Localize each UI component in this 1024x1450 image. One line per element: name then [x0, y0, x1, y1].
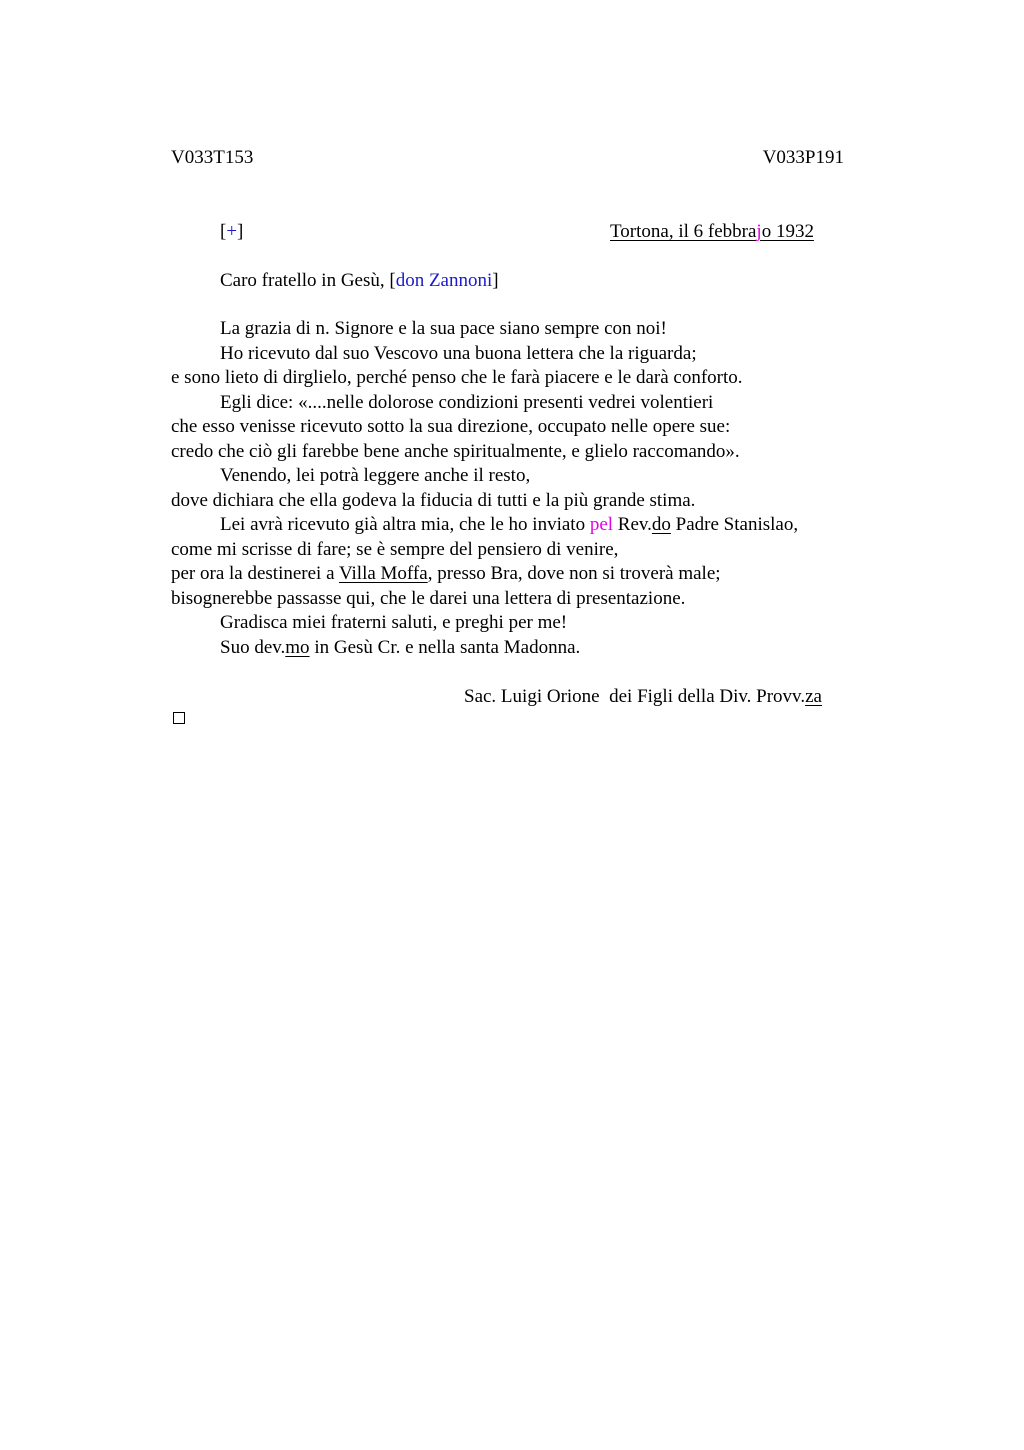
- body-line: Venendo, lei potrà leggere anche il resto,: [220, 465, 531, 486]
- abbreviation-suffix: mo: [285, 636, 310, 658]
- greeting-text: Caro fratello in Gesù, [: [220, 270, 396, 291]
- body-text: Suo dev.: [220, 636, 286, 658]
- end-marker-box: [173, 712, 185, 724]
- body-line: Ho ricevuto dal suo Vescovo una buona lettera che la riguarda;: [220, 342, 697, 364]
- body-text: , presso Bra, dove non si troverà male;: [427, 563, 721, 584]
- document-reference-code: V033T153: [171, 147, 254, 168]
- body-text: Rev.: [613, 514, 652, 535]
- body-line: bisognerebbe passasse qui, che le darei una lettera di presentazione.: [171, 587, 686, 609]
- body-line: credo che ciò gli farebbe bene anche spiritualmente, e glielo raccomando».: [171, 440, 740, 462]
- body-text: Padre Stanislao,: [670, 514, 799, 535]
- body-text: in Gesù Cr. e nella santa Madonna.: [309, 636, 581, 658]
- body-text: Lei avrà ricevuto già altra mia, che le ho inviato: [220, 514, 590, 535]
- cross-symbol: +: [226, 221, 238, 242]
- letter-body: [171, 317, 798, 660]
- place-name: Villa Moffa: [338, 563, 428, 584]
- bracket-open: [: [220, 221, 227, 242]
- greeting-bracket-close: ]: [492, 270, 499, 291]
- body-line: e sono lieto di dirglielo, perché penso che le farà piacere e le darà conforto.: [171, 367, 743, 388]
- body-line: dove dichiara che ella godeva la fiducia di tutti e la più grande stima.: [171, 489, 696, 511]
- recipient-name: don Zannoni: [395, 270, 493, 291]
- letter-greeting: [220, 269, 499, 293]
- body-line: [171, 513, 798, 538]
- closing-line: [171, 636, 798, 661]
- signature-text: Sac. Luigi Orione dei Figli della Div. Provv.: [464, 686, 806, 707]
- letter-date: [610, 220, 814, 244]
- bracket-close: ]: [237, 221, 244, 242]
- body-line: [171, 562, 798, 587]
- body-text: per ora la destinerei a: [171, 563, 339, 584]
- body-line: come mi scrisse di fare; se è sempre del pensiero di venire,: [171, 538, 619, 560]
- cross-mark: [220, 220, 243, 244]
- date-text-end: o 1932: [761, 221, 814, 242]
- body-line: Gradisca miei fraterni saluti, e preghi per me!: [220, 612, 568, 633]
- body-line: che esso venisse ricevuto sotto la sua direzione, occupato nelle opere sue:: [171, 416, 731, 437]
- date-text-start: Tortona, il 6 febbra: [610, 221, 757, 242]
- body-line: Egli dice: «....nelle dolorose condizioni presenti vedrei volentieri: [220, 391, 714, 413]
- variant-word: pel: [589, 514, 614, 535]
- date-variant-letter: j: [756, 221, 762, 242]
- abbreviation-suffix: do: [651, 514, 671, 535]
- signature: [464, 685, 822, 709]
- body-line: La grazia di n. Signore e la sua pace siano sempre con noi!: [220, 318, 667, 339]
- page-reference-code: V033P191: [762, 147, 844, 168]
- abbreviation-suffix: za: [805, 686, 822, 707]
